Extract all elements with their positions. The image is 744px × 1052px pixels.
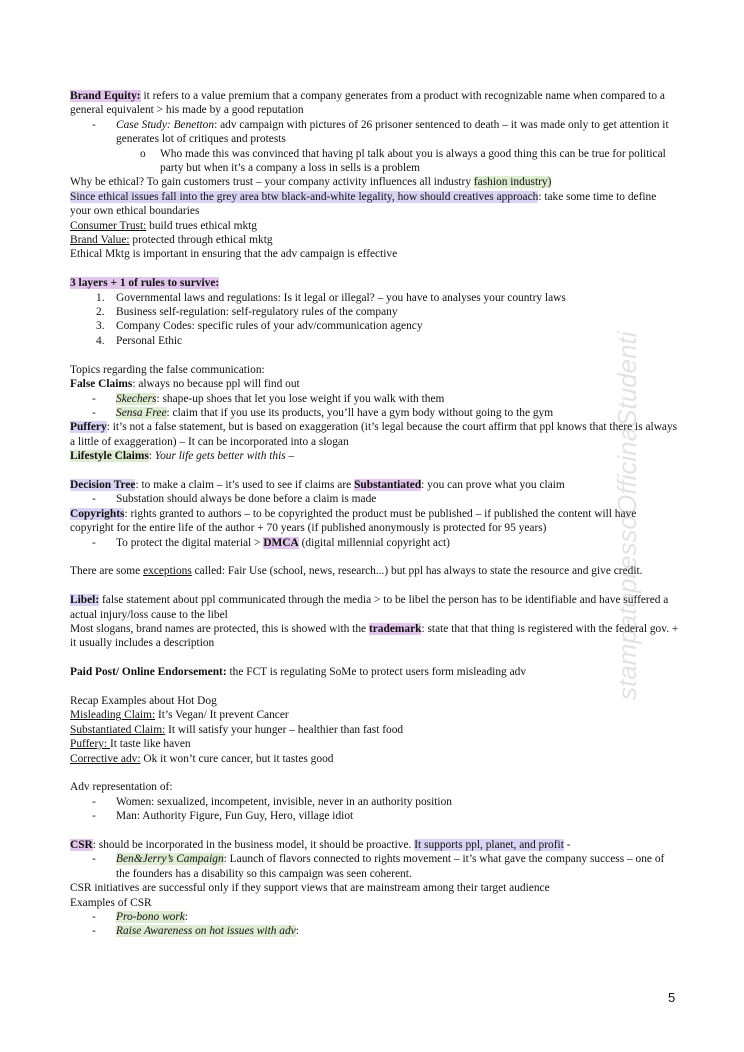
puffery-paragraph: Puffery: it’s not a false statement, but is based on exaggeration (it’s legal because the court affirm that ppl knows that there is always a little of exaggeration) – It can be incorporated into a slogan bbox=[70, 421, 678, 448]
women-bullet: - Women: sexualized, incompetent, invisible, never in an authority position bbox=[70, 795, 680, 809]
csr-line: CSR: should be incorporated in the business model, it should be proactive. It supports ppl, planet, and profit - bbox=[70, 838, 571, 851]
benjerry-bullet: - Ben&Jerry’s Campaign: Launch of flavors connected to rights movement – it’s what gave the company success – one of the founders has a disability so this campaign was seen coherent. bbox=[70, 852, 680, 881]
brand-equity-term: Brand Equity: bbox=[70, 90, 141, 102]
brand-value-line: Brand Value: protected through ethical mktg bbox=[70, 234, 273, 247]
paid-post-line: Paid Post/ Online Endorsement: the FCT is regulating SoMe to protect users form misleading adv bbox=[70, 666, 527, 679]
why-ethical-line: Why be ethical? To gain customers trust – your company activity influences all industry fashion industry) bbox=[70, 176, 552, 189]
copyrights-paragraph: Copyrights: rights granted to authors – to be copyrighted the product must be published – if published the content will have copyright for the entire life of the author + 70 years (if published anonymously is protected for 95 years) bbox=[70, 507, 637, 535]
layers-list bbox=[70, 291, 680, 349]
list-item: 2. Business self-regulation: self-regulatory rules of the company bbox=[96, 306, 398, 319]
misleading-line: Misleading Claim: It’s Vegan/ It prevent Cancer bbox=[70, 709, 289, 722]
puffery-example-line: Puffery: It taste like haven bbox=[70, 738, 191, 751]
document-page bbox=[70, 89, 680, 939]
list-item: 3. Company Codes: specific rules of your adv/communication agency bbox=[96, 320, 423, 333]
case-study-bullet: - Case Study: Benetton: adv campaign with pictures of 26 prisoner sentenced to death – it was made only to get attention it generates lot of critiques and protests bbox=[70, 118, 680, 147]
exceptions-paragraph: There are some exceptions called: Fair Use (school, news, research...) but ppl has always to state the resource and give credit. bbox=[70, 565, 643, 578]
man-bullet: - Man: Authority Figure, Fun Guy, Hero, village idiot bbox=[70, 809, 680, 823]
substation-bullet: - Substation should always be done before a claim is made bbox=[70, 492, 680, 506]
list-item: 1. Governmental laws and regulations: Is it legal or illegal? – you have to analyses your country laws bbox=[96, 291, 566, 304]
skechers-bullet: - Skechers: shape-up shoes that let you lose weight if you walk with them bbox=[70, 392, 680, 406]
sensa-bullet: - Sensa Free: claim that if you use its products, you’ll have a gym body without going to the gym bbox=[70, 406, 680, 420]
dmca-bullet: - To protect the digital material > DMCA (digital millennial copyright act) bbox=[70, 536, 680, 550]
slogans-paragraph: Most slogans, brand names are protected, this is showed with the trademark: state that that thing is registered with the federal gov. + it usually includes a description bbox=[70, 622, 679, 650]
probono-bullet: - Pro-bono work: bbox=[70, 910, 680, 924]
list-item: 4. Personal Ethic bbox=[96, 334, 183, 347]
lifestyle-line: Lifestyle Claims: Your life gets better with this – bbox=[70, 450, 295, 463]
examples-csr-line: Examples of CSR bbox=[70, 896, 152, 909]
corrective-line: Corrective adv: Ok it won’t cure cancer, but it tastes good bbox=[70, 752, 334, 765]
libel-paragraph: Libel: false statement about ppl communicated through the media > to be libel the person has to be identifiable and have suffered a actual injury/loss cause to the libel bbox=[70, 594, 669, 621]
decision-tree-line: Decision Tree: to make a claim – it’s used to see if claims are Substantiated: you can prove what you claim bbox=[70, 478, 565, 491]
ethical-mktg-line: Ethical Mktg is important in ensuring that the adv campaign is effective bbox=[70, 248, 398, 261]
consumer-trust-line: Consumer Trust: build trues ethical mktg bbox=[70, 219, 258, 232]
raise-awareness-bullet: - Raise Awareness on hot issues with adv: bbox=[70, 924, 680, 938]
brand-equity-paragraph: Brand Equity: it refers to a value premium that a company generates from a product with recognizable name when compared to a general equivalent > his made by a good reputation bbox=[70, 90, 665, 117]
false-claims-line: False Claims: always no because ppl will find out bbox=[70, 378, 300, 391]
watermark: stampatopressoOfficinaStudenti bbox=[612, 331, 642, 700]
adv-representation-line: Adv representation of: bbox=[70, 781, 173, 794]
topics-line: Topics regarding the false communication: bbox=[70, 363, 265, 376]
recap-line: Recap Examples about Hot Dog bbox=[70, 694, 217, 707]
who-made-subbullet: o Who made this was convinced that having pl talk about you is always a good thing this can be true for political party but when it’s a company a loss in sells is a problem bbox=[70, 147, 680, 176]
csr-initiatives-line: CSR initiatives are successful only if they support views that are mainstream among their target audience bbox=[70, 882, 550, 895]
page-number: 5 bbox=[668, 990, 676, 1005]
layers-heading: 3 layers + 1 of rules to survive: bbox=[70, 277, 220, 290]
substantiated-claim-line: Substantiated Claim: It will satisfy your hunger – healthier than fast food bbox=[70, 723, 404, 736]
since-ethical-line: Since ethical issues fall into the grey area btw black-and-white legality, how should creatives approach: take some time to define your own ethical boundaries bbox=[70, 190, 657, 218]
